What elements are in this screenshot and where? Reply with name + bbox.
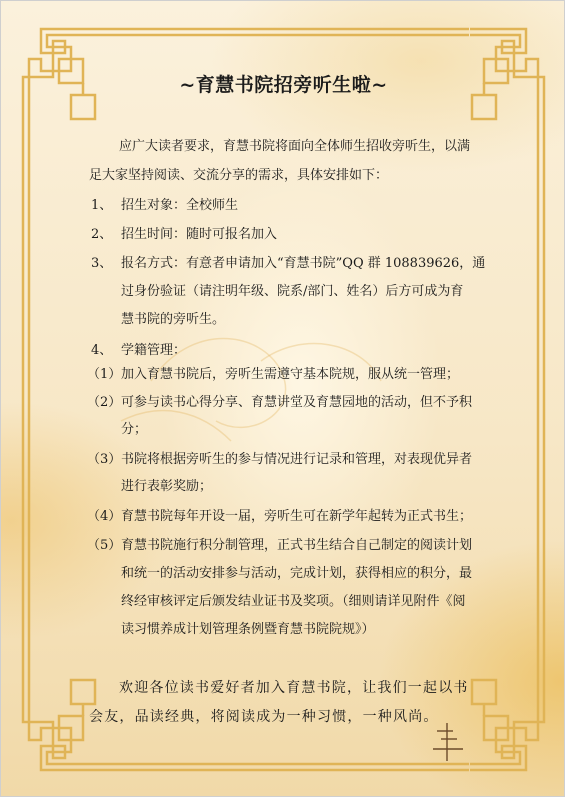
list-item-text: 过身份验证（请注明年级、院系/部门、姓名）后方可成为育 — [121, 284, 464, 299]
sub-item-text: 育慧书院每年开设一届，旁听生可在新学年起转为正式书生； — [121, 509, 473, 524]
sub-item-number: （2） — [87, 395, 122, 410]
corner-knot-bottom-right — [470, 680, 544, 770]
list-item-number: 2、 — [91, 227, 113, 242]
sub-item-number: （4） — [87, 509, 122, 524]
sub-item-text: 加入育慧书院后，旁听生需遵守基本院规，服从统一管理； — [121, 367, 460, 382]
sub-item-text: 可参与读书心得分享、育慧讲堂及育慧园地的活动，但不予积 — [121, 395, 473, 410]
sub-item-text: 终经审核评定后颁发结业证书及奖项。（细则请详见附件《阅 — [121, 594, 466, 609]
ink-figure-decoration — [433, 723, 463, 761]
sub-item-text: 分； — [121, 422, 148, 437]
sub-item-text: 育慧书院施行积分制管理，正式书生结合自己制定的阅读计划 — [121, 538, 473, 553]
sub-item-text: 进行表彰奖励； — [121, 479, 213, 494]
page-title: ~育慧书院招旁听生啦~ — [179, 74, 388, 96]
list-item-text: 慧书院的旁听生。 — [121, 312, 226, 327]
intro-line: 应广大读者要求，育慧书院将面向全体师生招收旁听生，以满 — [119, 139, 471, 154]
closing-line: 欢迎各位读书爱好者加入育慧书院，让我们一起以书 — [119, 680, 469, 696]
sub-item-number: （3） — [87, 452, 122, 467]
sub-item-number: （1） — [87, 367, 122, 382]
sub-item-text: 书院将根据旁听生的参与情况进行记录和管理，对表现优异者 — [121, 452, 473, 467]
intro-line: 足大家坚持阅读、交流分享的需求，具体安排如下： — [89, 168, 389, 183]
sub-item-text: 读习惯养成计划管理条例暨育慧书院院规》） — [121, 622, 375, 637]
sub-item-number: （5） — [87, 538, 122, 553]
list-item-number: 4、 — [91, 343, 113, 358]
list-item-number: 3、 — [91, 256, 113, 271]
list-item-number: 1、 — [91, 198, 113, 213]
corner-knot-bottom-left — [23, 680, 97, 770]
list-item-text: 报名方式：有意者申请加入“育慧书院”QQ 群 108839626，通 — [121, 256, 486, 271]
closing-line: 会友，品读经典，将阅读成为一种习惯，一种风尚。 — [89, 709, 439, 725]
list-item-text: 学籍管理： — [121, 343, 187, 358]
list-item-text: 招生对象：全校师生 — [121, 198, 239, 213]
list-item-text: 招生时间：随时可报名加入 — [121, 227, 278, 242]
sub-item-text: 和统一的活动安排参与活动，完成计划，获得相应的积分，最 — [121, 566, 473, 581]
